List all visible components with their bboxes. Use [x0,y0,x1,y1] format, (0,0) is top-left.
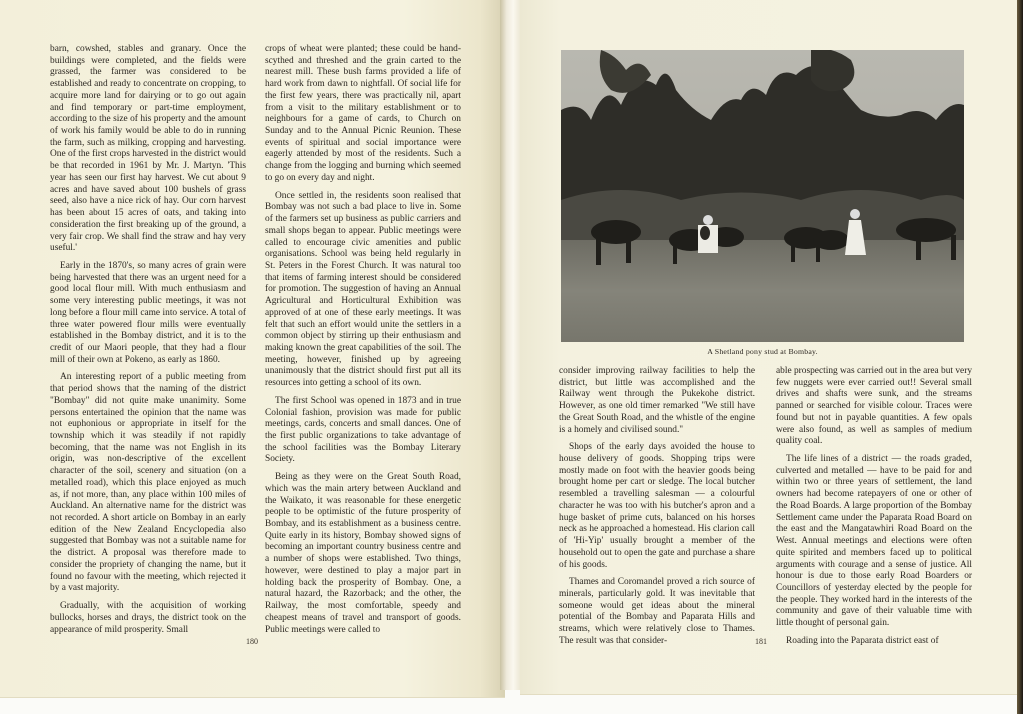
paragraph: An interesting report of a public meeting from that period shows that the naming of the district "Bombay" did not quite make unanimity. Some persons entertained the opinion that the name was not euphonious or appropriate in itself for the township which it was steadily if not rapidly becoming, that the name was not English in its origin, was non-descriptive of the excellent character of the soil, scenery and situation (on a metalled road), which this place enjoyed as much as, if not more, than, any place within 100 miles of Auckland. An alternative name for the district was not recorded. A short article on Bombay in an early edition of the New Zealand Encyclopedia also suggested that Bombay was not a suitable name for the district. A proposal was therefore made to consider the propriety of changing the name, but it found no favour with the meeting, which rejected it by a vast majority. [50,372,246,594]
page-number: 181 [755,637,767,646]
left-page [0,0,505,698]
paragraph: barn, cowshed, stables and granary. Once the buildings were completed, and the fields were grassed, the farmer was considered to be established and ready to concentrate on cropping, to acquire more land for dairying or to go out again and find temporary or part-time employment, according to the size of his property and the amount of work his family would be able to do in running the farm, such as milking, cropping and harvesting. One of the first crops harvested in the district would be that recorded in 1961 by Mr. J. Martyn. 'This year has seen our first hay harvest. We cut about 9 acres and have saved about 100 bushels of grass seed, also have a nice rick of hay. Our corn harvest has been about 15 acres of oats, and taking into consideration the first breaking up of the ground, a very fair crop. We shall find the straw and hay very useful.' [50,44,246,254]
book-edge-shadow [1017,0,1023,714]
right-page-column-2 [776,366,972,654]
left-page-column-1 [50,44,246,642]
paragraph: Thames and Coromandel proved a rich source of minerals, particularly gold. It was inevitable that someone would get ideas about the mineral potential of the Bombay and Paparata Hills and streams, which were relatively close to Thames. The result was that consider- [559,577,755,646]
paragraph: Being as they were on the Great South Road, which was the main artery between Auckland and the Waikato, it was reasonable for these energetic people to be optimistic of the future prosperity of Bombay, and its establishment as a business centre. Quite early in its history, Bombay showed signs of becoming an important country business centre and a number of shops were established. Two things, however, were destined to play a major part in holding back the prosperity of Bombay. One, a natural hazard, the Razorback; and the other, the Railway, the most comfortable, speedy and cheapest means of travel and transport of goods. Public meetings were called to [265,472,461,635]
paragraph: The life lines of a district — the roads graded, culverted and metalled — have to be paid for and within two or three years of settlement, the land owners had become ratepayers of one or other of the Road Boards. A large proportion of the Bombay Settlement came under the Paparata Road Board on the east and the Mangatawhiri Road Board on the West. Annual meetings and elections were often quite spirited and members faced up to political arguments with courage and a sense of justice. All honour is due to those early Road Boarders or Councillors of yesterday elected by the people for the people. They worked hard in the interests of the community and gave of their valuable time with little thought of personal gain. [776,454,972,629]
paragraph: Once settled in, the residents soon realised that Bombay was not such a bad place to live in. Some of the farmers set up business as public carriers and small shops began to appear. Public meetings were called to encourage civic amenities and public organisations. School was being held regularly in St. Peters in the Forest Church. It was natural too that items of farming interest should be considered for promotion. The suggestion of having an Annual Agricultural and Horticultural Exhibition was approved of at one of these early meetings. It was felt that such an effort would unite the settlers in a common object by stirring up their enthusiasm and making known the great capabilities of the soil. The meeting, however, finished up by agreeing unanimously that the district should first put all its resources into getting a school of its own. [265,190,461,389]
paragraph: Gradually, with the acquisition of working bullocks, horses and drays, the district took on the appearance of mild prosperity. Small [50,601,246,635]
paragraph: crops of wheat were planted; these could be hand-scythed and threshed and the grain carted to the nearest mill. These bush farms provided a life of hard work from dawn to nightfall. Of social life for the first few years, there was practically nil, apart from a visit to the military establishment or to neighbours for a game of cards, to Church on Sunday and to the Annual Picnic Reunion. These events of spiritual and social importance were eagerly attended by most of the residents. Such a change from the logging and burning which seemed to go on every day and night. [265,44,461,183]
photograph-image [561,50,964,342]
left-page-column-2 [265,44,461,642]
paragraph: Early in the 1870's, so many acres of grain were being harvested that there was an urgent need for a good local flour mill. With much enthusiasm and some very interesting public meetings, it was not long before a flour mill came into service. A total of three water powered flour mills were eventually established in the Bombay district, and it is to the credit of our Maori people, that they had a flour mill of their own at Pokeno, as early as 1860. [50,260,246,365]
paragraph: consider improving railway facilities to help the district, but little was accomplished and the Railway went through the Pukekohe district. However, as one old timer remarked "We still have the Great South Road, and the whistle of the engine is a homely and civilised sound." [559,366,755,435]
paragraph: Roading into the Paparata district east of [786,635,939,646]
photo-caption: A Shetland pony stud at Bombay. [707,347,818,356]
paragraph: Shops of the early days avoided the house to house delivery of goods. Shopping trips were mostly made on foot with the heavier goods being brought home per cart or sledge. The local butcher resembled a travelling salesman — a colourful character he was too with his butcher's apron and a huge basket of prime cuts, balanced on his horses neck as he approached a homestead. His clarion call of 'Hi-Yip' usually brought a member of the household out to open the gate and purchase a share of his goods. [559,442,755,570]
book-gutter [500,0,522,690]
photograph-shetland-pony-stud [561,50,964,342]
page-number: 180 [246,637,258,646]
paragraph: able prospecting was carried out in the area but very few nuggets were ever carried out!! Several small drives and shafts were sunk, and the streams panned or searched for visible colour. Traces were found but not in payable quantities. A few opals were also found, as well as samples of medium quality coal. [776,366,973,447]
paragraph: The first School was opened in 1873 and in true Colonial fashion, provision was made for public meetings, cards, concerts and small dances. One of the first public organizations to take advantage of the school facilities was the Bombay Literary Society. [265,395,461,465]
grass-field [561,240,964,342]
right-page-column-1 [559,366,755,654]
